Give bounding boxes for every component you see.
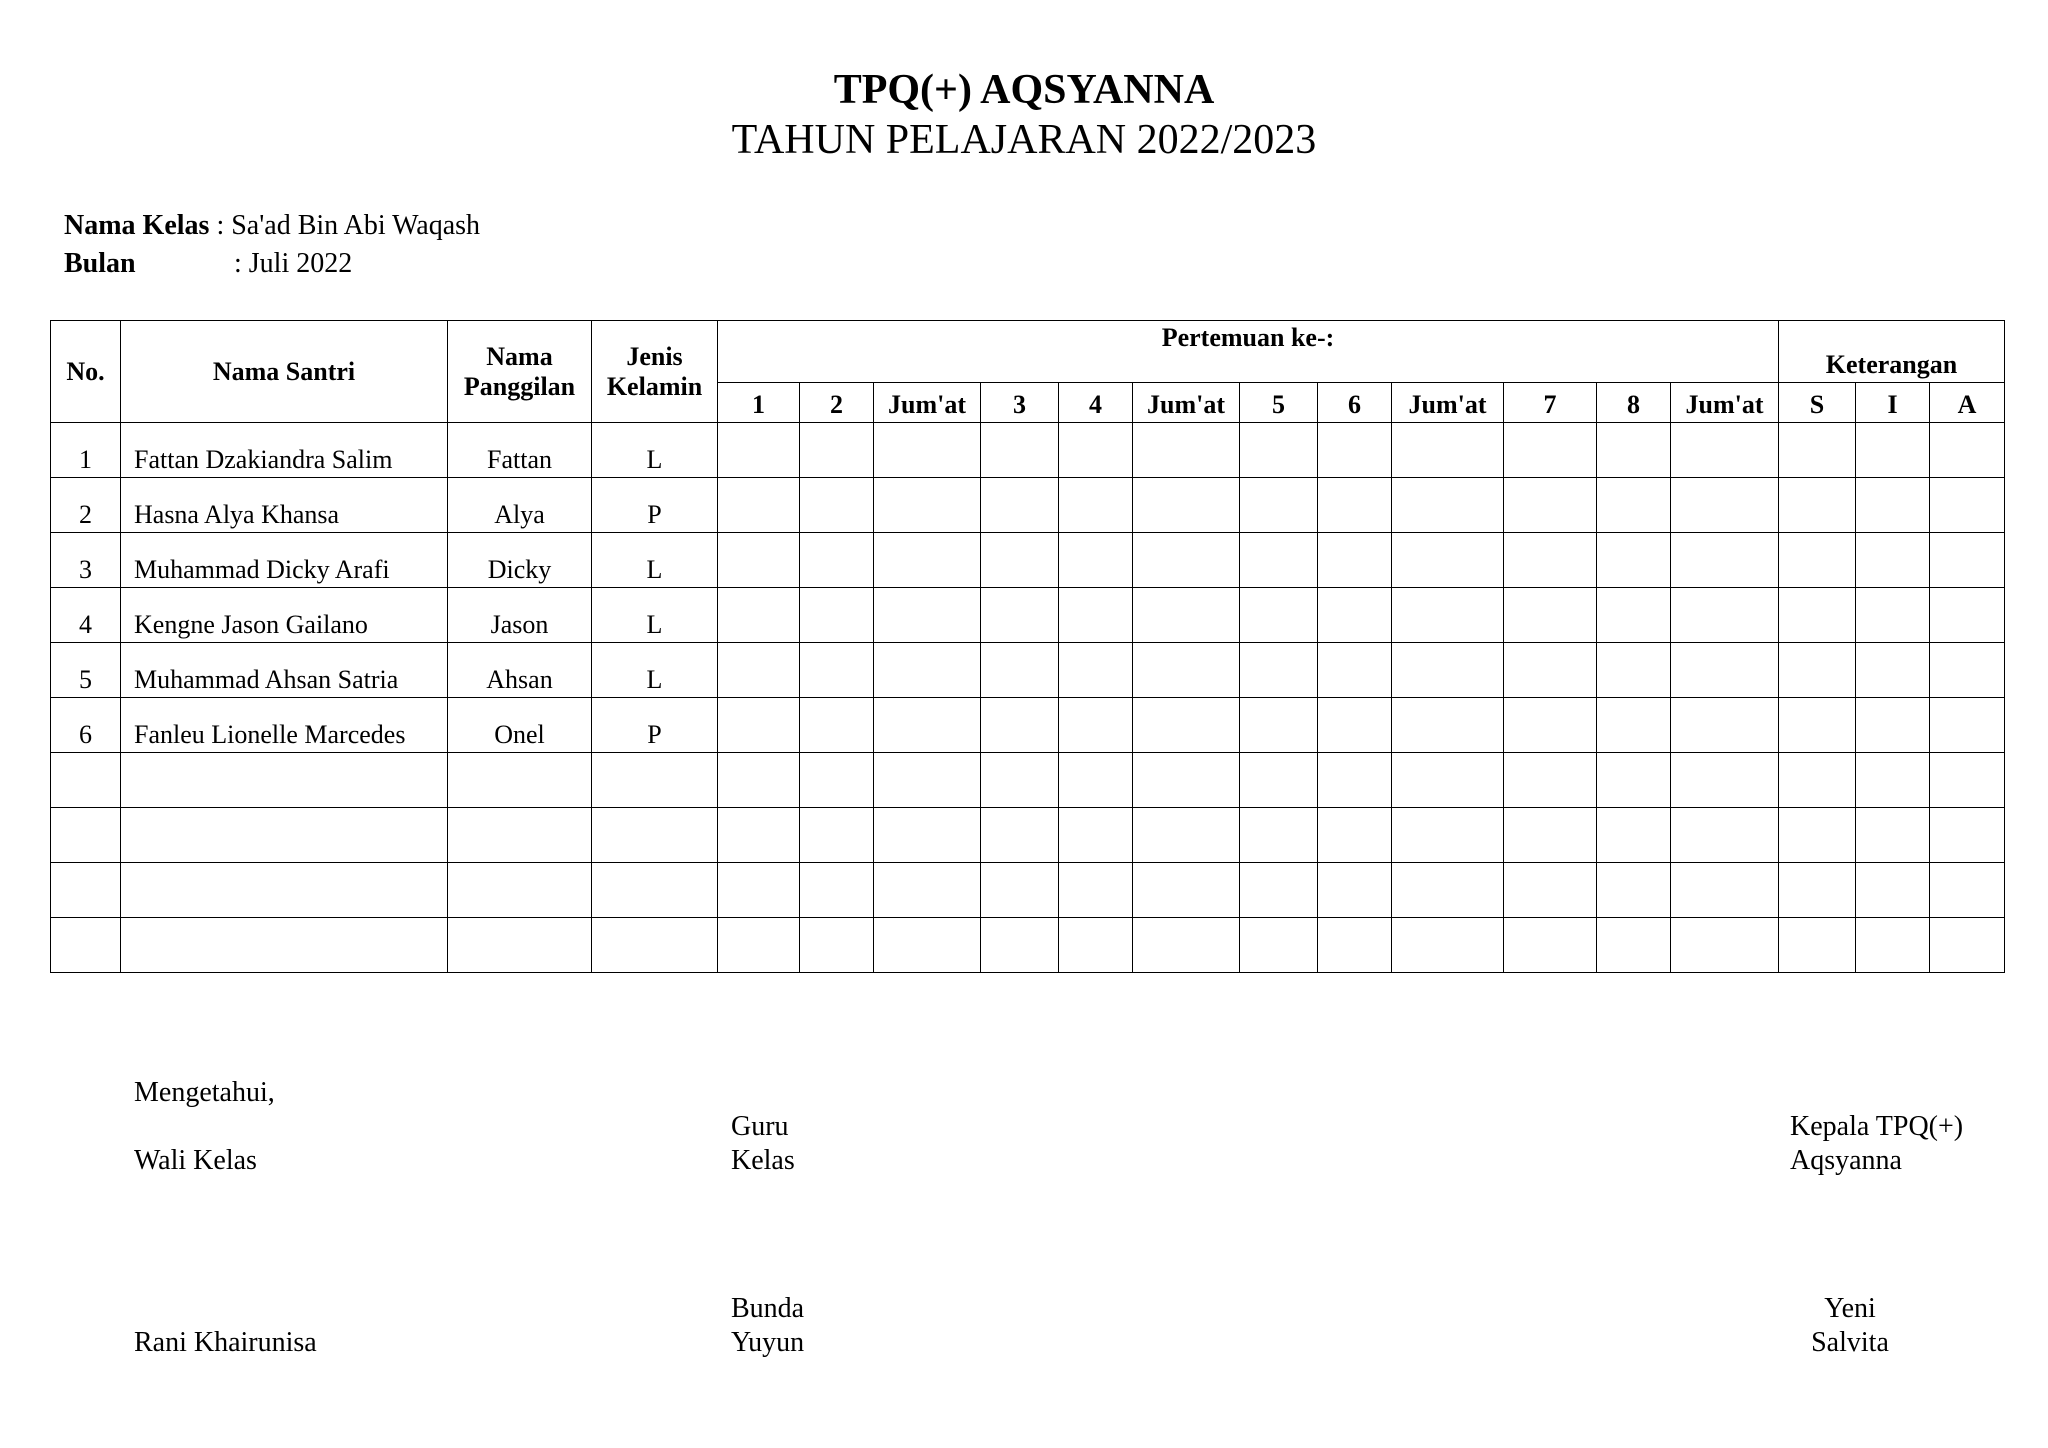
meeting-col-header: Jum'at	[1392, 383, 1504, 423]
attendance-cell	[1856, 863, 1930, 918]
attendance-cell	[1779, 808, 1856, 863]
remark-col-header: S	[1779, 383, 1856, 423]
row-number	[51, 863, 121, 918]
attendance-cell	[718, 423, 800, 478]
attendance-cell	[1504, 863, 1597, 918]
attendance-cell	[1059, 643, 1133, 698]
head-name-line2: Salvita	[1811, 1327, 1889, 1358]
attendance-cell	[1856, 808, 1930, 863]
attendance-cell	[1856, 423, 1930, 478]
student-name	[121, 808, 448, 863]
attendance-cell	[1240, 698, 1318, 753]
attendance-cell	[1059, 753, 1133, 808]
table-row	[51, 863, 2005, 918]
attendance-cell	[1930, 753, 2005, 808]
student-gender: L	[592, 588, 718, 643]
attendance-cell	[800, 533, 874, 588]
attendance-cell	[1133, 533, 1240, 588]
month-info	[64, 246, 352, 282]
month-value: : Juli 2022	[234, 248, 353, 279]
attendance-cell	[874, 423, 981, 478]
student-name	[121, 863, 448, 918]
attendance-cell	[1930, 698, 2005, 753]
attendance-cell	[1856, 698, 1930, 753]
attendance-cell	[1318, 863, 1392, 918]
acknowledged-label: Mengetahui,	[134, 1077, 275, 1108]
student-name: Kengne Jason Gailano	[121, 588, 448, 643]
attendance-cell	[1504, 478, 1597, 533]
attendance-cell	[981, 588, 1059, 643]
student-name: Hasna Alya Khansa	[121, 478, 448, 533]
attendance-cell	[1671, 918, 1779, 973]
attendance-cell	[1059, 808, 1133, 863]
attendance-cell	[718, 478, 800, 533]
student-nickname: Ahsan	[448, 643, 592, 698]
attendance-cell	[1856, 643, 1930, 698]
attendance-cell	[1856, 588, 1930, 643]
header-gender-line2: Kelamin	[606, 371, 703, 401]
table-row	[51, 533, 2005, 588]
attendance-cell	[1133, 753, 1240, 808]
student-gender	[592, 808, 718, 863]
student-gender: L	[592, 643, 718, 698]
attendance-cell	[1059, 478, 1133, 533]
student-gender	[592, 863, 718, 918]
attendance-cell	[1597, 753, 1671, 808]
table-row	[51, 423, 2005, 478]
head-title-line1: Kepala TPQ(+)	[1790, 1111, 1964, 1142]
attendance-cell	[981, 918, 1059, 973]
attendance-cell	[874, 478, 981, 533]
homeroom-title: Wali Kelas	[134, 1145, 257, 1176]
attendance-cell	[1059, 863, 1133, 918]
attendance-cell	[718, 918, 800, 973]
attendance-cell	[800, 423, 874, 478]
header-nickname-line1: Nama	[486, 341, 553, 371]
attendance-cell	[1318, 643, 1392, 698]
attendance-cell	[874, 808, 981, 863]
student-nickname: Dicky	[448, 533, 592, 588]
student-nickname: Jason	[448, 588, 592, 643]
class-label: Nama Kelas	[64, 210, 210, 241]
attendance-cell	[1133, 808, 1240, 863]
attendance-cell	[1059, 698, 1133, 753]
table-row	[51, 643, 2005, 698]
attendance-cell	[1240, 918, 1318, 973]
homeroom-name: Rani Khairunisa	[134, 1327, 317, 1358]
attendance-cell	[1856, 918, 1930, 973]
row-number: 3	[51, 533, 121, 588]
attendance-cell	[981, 863, 1059, 918]
student-nickname	[448, 918, 592, 973]
head-name	[1780, 1292, 1920, 1360]
attendance-cell	[1133, 478, 1240, 533]
header-no: No.	[51, 321, 121, 423]
attendance-cell	[874, 698, 981, 753]
teacher-name	[731, 1292, 804, 1360]
attendance-cell	[981, 753, 1059, 808]
attendance-cell	[1671, 643, 1779, 698]
attendance-cell	[800, 643, 874, 698]
attendance-cell	[1392, 863, 1504, 918]
table-row	[51, 918, 2005, 973]
attendance-cell	[1318, 478, 1392, 533]
attendance-cell	[718, 533, 800, 588]
attendance-cell	[1856, 533, 1930, 588]
attendance-cell	[1597, 643, 1671, 698]
attendance-cell	[718, 863, 800, 918]
head-title	[1790, 1110, 1963, 1178]
meeting-col-header: Jum'at	[1671, 383, 1779, 423]
attendance-cell	[1597, 478, 1671, 533]
attendance-cell	[874, 918, 981, 973]
student-nickname: Alya	[448, 478, 592, 533]
table-body	[51, 423, 2005, 973]
attendance-cell	[1856, 753, 1930, 808]
attendance-cell	[981, 698, 1059, 753]
meeting-col-header: 6	[1318, 383, 1392, 423]
attendance-cell	[1779, 753, 1856, 808]
attendance-cell	[1240, 533, 1318, 588]
attendance-cell	[1597, 588, 1671, 643]
attendance-cell	[1671, 698, 1779, 753]
remark-col-header: A	[1930, 383, 2005, 423]
header-meetings: Pertemuan ke-:	[718, 321, 1779, 383]
student-name: Muhammad Dicky Arafi	[121, 533, 448, 588]
attendance-cell	[1779, 698, 1856, 753]
attendance-cell	[1671, 863, 1779, 918]
attendance-cell	[1240, 753, 1318, 808]
header-nickname-line2: Panggilan	[463, 371, 576, 401]
attendance-cell	[1930, 478, 2005, 533]
teacher-title-line2: Kelas	[731, 1145, 795, 1176]
attendance-cell	[1930, 918, 2005, 973]
attendance-cell	[981, 808, 1059, 863]
attendance-cell	[1240, 808, 1318, 863]
attendance-cell	[1318, 698, 1392, 753]
attendance-cell	[718, 643, 800, 698]
attendance-cell	[1671, 478, 1779, 533]
meeting-col-header: Jum'at	[1133, 383, 1240, 423]
attendance-cell	[1240, 643, 1318, 698]
month-label: Bulan	[64, 248, 136, 279]
row-number	[51, 808, 121, 863]
attendance-cell	[1930, 863, 2005, 918]
attendance-cell	[1504, 643, 1597, 698]
attendance-cell	[1504, 918, 1597, 973]
student-name: Fattan Dzakiandra Salim	[121, 423, 448, 478]
header-gender	[592, 321, 718, 423]
class-value: : Sa'ad Bin Abi Waqash	[216, 210, 481, 241]
student-gender: L	[592, 533, 718, 588]
teacher-title-line1: Guru	[731, 1111, 789, 1142]
row-number	[51, 918, 121, 973]
attendance-cell	[874, 643, 981, 698]
attendance-cell	[1318, 808, 1392, 863]
attendance-cell	[1930, 588, 2005, 643]
student-nickname	[448, 863, 592, 918]
attendance-cell	[1240, 863, 1318, 918]
attendance-cell	[874, 588, 981, 643]
header-remarks: Keterangan	[1779, 321, 2005, 383]
attendance-cell	[874, 753, 981, 808]
attendance-cell	[1597, 918, 1671, 973]
attendance-cell	[1779, 478, 1856, 533]
row-number: 2	[51, 478, 121, 533]
attendance-cell	[874, 863, 981, 918]
attendance-cell	[1392, 533, 1504, 588]
row-number: 4	[51, 588, 121, 643]
attendance-cell	[1671, 423, 1779, 478]
table-row	[51, 698, 2005, 753]
attendance-cell	[1392, 478, 1504, 533]
attendance-cell	[1240, 478, 1318, 533]
attendance-cell	[1930, 808, 2005, 863]
attendance-cell	[1318, 423, 1392, 478]
attendance-cell	[981, 643, 1059, 698]
student-name: Fanleu Lionelle Marcedes	[121, 698, 448, 753]
attendance-cell	[1392, 698, 1504, 753]
attendance-cell	[1504, 423, 1597, 478]
attendance-cell	[1133, 423, 1240, 478]
table-row	[51, 808, 2005, 863]
student-nickname	[448, 753, 592, 808]
attendance-cell	[1133, 863, 1240, 918]
meeting-col-header: 8	[1597, 383, 1671, 423]
table-row	[51, 588, 2005, 643]
attendance-cell	[1856, 478, 1930, 533]
student-gender	[592, 753, 718, 808]
attendance-cell	[874, 533, 981, 588]
attendance-cell	[800, 753, 874, 808]
attendance-cell	[1318, 533, 1392, 588]
remark-col-header: I	[1856, 383, 1930, 423]
row-number: 1	[51, 423, 121, 478]
student-gender: P	[592, 478, 718, 533]
attendance-cell	[1504, 698, 1597, 753]
attendance-cell	[1133, 918, 1240, 973]
attendance-cell	[800, 698, 874, 753]
attendance-cell	[1930, 423, 2005, 478]
attendance-cell	[1597, 863, 1671, 918]
attendance-cell	[1597, 533, 1671, 588]
document-title: TPQ(+) AQSYANNA	[833, 67, 1215, 113]
attendance-cell	[1133, 643, 1240, 698]
attendance-cell	[718, 588, 800, 643]
student-nickname	[448, 808, 592, 863]
attendance-cell	[1392, 808, 1504, 863]
attendance-cell	[1059, 918, 1133, 973]
attendance-cell	[1240, 423, 1318, 478]
attendance-cell	[1133, 698, 1240, 753]
table-row	[51, 753, 2005, 808]
attendance-cell	[1597, 698, 1671, 753]
attendance-cell	[1059, 423, 1133, 478]
attendance-cell	[1597, 423, 1671, 478]
attendance-cell	[981, 423, 1059, 478]
row-number	[51, 753, 121, 808]
attendance-cell	[718, 808, 800, 863]
attendance-cell	[1779, 588, 1856, 643]
attendance-cell	[1671, 808, 1779, 863]
attendance-cell	[1671, 533, 1779, 588]
attendance-cell	[1779, 423, 1856, 478]
attendance-cell	[800, 863, 874, 918]
attendance-cell	[1930, 643, 2005, 698]
header-student-name: Nama Santri	[121, 321, 448, 423]
attendance-cell	[1504, 808, 1597, 863]
attendance-cell	[718, 698, 800, 753]
attendance-cell	[1930, 533, 2005, 588]
attendance-cell	[981, 478, 1059, 533]
teacher-name-line2: Yuyun	[731, 1327, 805, 1358]
attendance-cell	[1671, 753, 1779, 808]
meeting-col-header: 1	[718, 383, 800, 423]
attendance-cell	[800, 478, 874, 533]
meeting-col-header: 7	[1504, 383, 1597, 423]
student-name	[121, 753, 448, 808]
attendance-cell	[1779, 918, 1856, 973]
attendance-cell	[1671, 588, 1779, 643]
student-gender: P	[592, 698, 718, 753]
attendance-cell	[981, 533, 1059, 588]
student-gender: L	[592, 423, 718, 478]
attendance-cell	[1240, 588, 1318, 643]
meeting-col-header: 5	[1240, 383, 1318, 423]
meeting-col-header: Jum'at	[874, 383, 981, 423]
head-title-line2: Aqsyanna	[1790, 1145, 1902, 1176]
attendance-cell	[1059, 588, 1133, 643]
row-number: 6	[51, 698, 121, 753]
attendance-cell	[1504, 533, 1597, 588]
table-row	[51, 478, 2005, 533]
attendance-cell	[1779, 533, 1856, 588]
teacher-name-line1: Bunda	[731, 1293, 805, 1324]
student-name	[121, 918, 448, 973]
teacher-title	[731, 1110, 795, 1178]
attendance-cell	[800, 588, 874, 643]
meeting-col-header: 2	[800, 383, 874, 423]
student-nickname: Fattan	[448, 423, 592, 478]
attendance-cell	[1318, 588, 1392, 643]
attendance-cell	[1597, 808, 1671, 863]
attendance-cell	[1318, 918, 1392, 973]
student-name: Muhammad Ahsan Satria	[121, 643, 448, 698]
attendance-cell	[1504, 753, 1597, 808]
meeting-col-header: 3	[981, 383, 1059, 423]
attendance-cell	[718, 753, 800, 808]
attendance-cell	[1059, 533, 1133, 588]
student-nickname: Onel	[448, 698, 592, 753]
document-subtitle: TAHUN PELAJARAN 2022/2023	[731, 117, 1317, 163]
head-name-line1: Yeni	[1824, 1293, 1876, 1324]
attendance-cell	[1504, 588, 1597, 643]
attendance-cell	[800, 918, 874, 973]
attendance-cell	[1392, 588, 1504, 643]
attendance-table	[50, 320, 2005, 973]
attendance-cell	[1392, 753, 1504, 808]
attendance-cell	[1779, 863, 1856, 918]
attendance-cell	[1779, 643, 1856, 698]
student-gender	[592, 918, 718, 973]
attendance-cell	[1133, 588, 1240, 643]
header-gender-line1: Jenis	[626, 341, 683, 371]
attendance-cell	[1392, 423, 1504, 478]
header-nickname	[448, 321, 592, 423]
attendance-cell	[800, 808, 874, 863]
class-info	[64, 208, 480, 244]
attendance-cell	[1318, 753, 1392, 808]
attendance-cell	[1392, 643, 1504, 698]
row-number: 5	[51, 643, 121, 698]
meeting-col-header: 4	[1059, 383, 1133, 423]
attendance-cell	[1392, 918, 1504, 973]
